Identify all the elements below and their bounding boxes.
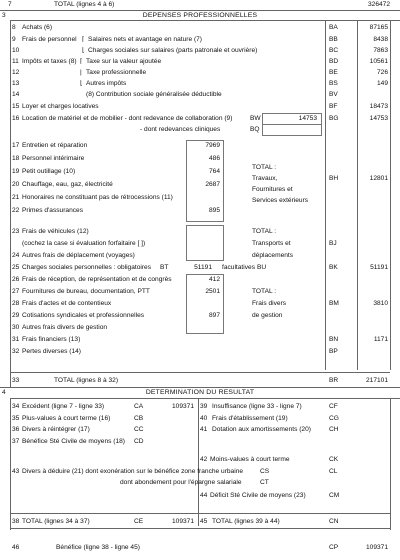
line-label: Frais de personnel xyxy=(22,36,77,43)
total-label: TOTAL (lignes 4 à 6) xyxy=(54,1,115,8)
total-value: 326472 xyxy=(367,1,390,8)
line-value: 764 xyxy=(208,168,220,175)
line-number: 45 xyxy=(200,518,208,525)
line-label: Frais financiers (13) xyxy=(22,336,81,343)
line-value: 18473 xyxy=(369,103,388,110)
line-label: Divers à réintégrer (17) xyxy=(22,426,90,433)
line-code: BG xyxy=(329,115,339,122)
line-sub-label: Taxe sur la valeur ajoutée xyxy=(86,58,162,65)
line-value: 10561 xyxy=(369,58,388,65)
line-number: 18 xyxy=(12,155,20,162)
line-sub-label: Taxe professionnelle xyxy=(86,69,147,76)
line-number: 23 xyxy=(12,228,20,235)
brace-icon: ⌊ xyxy=(80,80,83,87)
line-number: 17 xyxy=(12,142,20,149)
line-number: 26 xyxy=(12,276,20,283)
line-sub-label: (8) Contribution sociale généralisée déductible xyxy=(86,91,222,98)
brace-icon: ⌈ xyxy=(80,58,83,65)
line-value: 14753 xyxy=(369,115,388,122)
sub-code: BQ xyxy=(250,126,260,133)
line-label: Excédent (ligne 7 - ligne 33) xyxy=(22,403,105,410)
line-label: Location de matériel et de mobilier - dont redevance de collaboration (9) xyxy=(22,115,233,122)
brace-icon: | xyxy=(80,69,82,76)
line-label: Charges sociales personnelles : obligatoires xyxy=(22,264,152,271)
line-label: Frais de réception, de représentation et de congrès xyxy=(22,276,172,283)
group-total-label: déplacements xyxy=(252,252,294,259)
line-label: Petit outillage (10) xyxy=(22,168,76,175)
line-value: 149 xyxy=(376,80,388,87)
line-label: - dont redevances cliniques xyxy=(140,126,221,133)
line-code: CP xyxy=(329,544,339,551)
line-label: Personnel intérimaire xyxy=(22,155,85,162)
line-value: 7969 xyxy=(205,142,220,149)
line-number: 8 xyxy=(12,24,16,31)
group-total-label: Transports et xyxy=(252,240,291,247)
line-label: Impôts et taxes (8) xyxy=(22,58,77,65)
line-label: Chauffage, eau, gaz, électricité xyxy=(22,181,113,188)
line-code: CC xyxy=(134,426,144,433)
line-value: 1171 xyxy=(373,336,388,343)
line-label: facultatives xyxy=(222,264,255,271)
line-value: 51191 xyxy=(370,264,388,271)
line-code: BM xyxy=(329,300,339,307)
line-value: 87165 xyxy=(369,24,388,31)
group-total-label: Travaux, xyxy=(252,175,278,182)
group-total-label: de gestion xyxy=(252,312,283,319)
line-code: BR xyxy=(329,377,339,384)
line-value: 726 xyxy=(376,69,388,76)
line-number: 20 xyxy=(12,181,20,188)
line-label: Frais d'actes et de contentieux xyxy=(22,300,112,307)
line-number: 19 xyxy=(12,168,20,175)
line-code: BH xyxy=(329,175,339,182)
line-value: 8438 xyxy=(373,36,388,43)
line-value: 3810 xyxy=(373,300,388,307)
line-number: 21 xyxy=(12,194,20,201)
input-column xyxy=(186,225,224,261)
line-number: 35 xyxy=(12,414,20,422)
line-code: BK xyxy=(329,264,338,271)
line-number: 42 xyxy=(200,456,208,463)
line-number: 9 xyxy=(12,36,16,43)
sub-code: BW xyxy=(250,115,261,122)
line-label: Primes d'assurances xyxy=(22,207,83,214)
line-value: 12801 xyxy=(369,175,388,182)
line-label: Cotisations syndicales et professionnelles xyxy=(22,312,145,319)
line-label: Insuffisance (ligne 33 - ligne 7) xyxy=(212,403,302,410)
line-code: BA xyxy=(329,24,338,31)
line-value: 412 xyxy=(208,276,220,283)
line-label: Déficit Sté Civile de moyens (23) xyxy=(210,492,306,499)
line-code: BE xyxy=(329,69,338,76)
line-number: 13 xyxy=(12,80,20,87)
line-number: 46 xyxy=(12,544,20,551)
group-total-label: Services extérieurs xyxy=(252,197,309,204)
group-total-label: TOTAL : xyxy=(252,164,277,171)
line-number: 11 xyxy=(12,58,19,65)
line-value: 2687 xyxy=(205,181,220,188)
brace-icon: ⌊ xyxy=(82,47,85,54)
line-number: 7 xyxy=(8,1,12,8)
line-sub-label: Charges sociales sur salaires (parts patronale et ouvrière) xyxy=(88,47,258,54)
line-number: 30 xyxy=(12,324,20,331)
group-total-label: TOTAL : xyxy=(252,288,277,295)
line-label: Entretien et réparation xyxy=(22,142,88,149)
total-label: TOTAL (lignes 39 à 44) xyxy=(212,518,280,525)
line-label: Autres frais de déplacement (voyages) xyxy=(22,252,135,259)
line-number: 28 xyxy=(12,300,20,307)
group-total-label: Fournitures et xyxy=(252,186,293,193)
line-number: 36 xyxy=(12,426,20,433)
section-title: DETERMINATION DU RESULTAT xyxy=(145,389,255,396)
line-number: 33 xyxy=(12,377,20,384)
line-value: 217101 xyxy=(365,377,388,384)
line-number: 34 xyxy=(12,403,20,410)
sub-value-box[interactable] xyxy=(262,124,322,136)
group-total-label: Frais divers xyxy=(252,300,287,307)
line-label: (cochez la case si évaluation forfaitaire [ ]) xyxy=(22,240,146,247)
line-number: 44 xyxy=(200,492,208,499)
line-value: 895 xyxy=(208,207,220,214)
line-label: Loyer et charges locatives xyxy=(22,103,99,110)
total-label: Bénéfice (ligne 38 - ligne 45) xyxy=(56,544,140,551)
line-code: BJ xyxy=(329,240,337,247)
section-number: 3 xyxy=(2,12,6,19)
line-number: 16 xyxy=(12,115,20,122)
line-label: dont abondement pour l'épargne salariale xyxy=(120,479,242,486)
line-value: 7863 xyxy=(373,47,388,54)
line-number: 43 xyxy=(12,468,20,475)
sub-value: 51191 xyxy=(194,264,212,271)
line-value: 109371 xyxy=(171,518,194,525)
line-number: 37 xyxy=(12,437,20,445)
line-label: Fournitures de bureau, documentation, PTT xyxy=(22,288,150,295)
line-value: 109371 xyxy=(365,544,388,551)
total-label: TOTAL (lignes 34 à 37) xyxy=(22,518,90,525)
line-label: Dotation aux amortissements (20) xyxy=(212,426,311,433)
section-number: 4 xyxy=(2,389,6,396)
section-title: DEPENSES PROFESSIONNELLES xyxy=(142,12,258,19)
sub-code: BT xyxy=(160,264,169,271)
line-label: Frais d'établissement (19) xyxy=(212,414,288,422)
line-value: 2501 xyxy=(205,288,220,295)
line-label: Divers à déduire (21) dont exonération sur le bénéfice zone franche urbaine xyxy=(22,468,244,475)
line-code: BN xyxy=(329,336,339,343)
total-label: TOTAL (lignes 8 à 32) xyxy=(54,377,119,384)
line-label: Achats (6) xyxy=(22,24,53,31)
line-label: Honoraires ne constituant pas de rétrocessions (11) xyxy=(22,194,173,201)
line-number: 22 xyxy=(12,207,20,214)
line-code: CB xyxy=(134,414,144,422)
line-code: BC xyxy=(329,47,339,54)
line-code: CG xyxy=(329,414,339,422)
line-number: 12 xyxy=(12,69,20,76)
line-number: 14 xyxy=(12,91,20,98)
line-code: CH xyxy=(329,426,339,433)
line-label: Frais de véhicules (12) xyxy=(22,228,89,235)
sub-code: CT xyxy=(260,479,269,486)
line-number: 40 xyxy=(200,414,208,422)
line-number: 27 xyxy=(12,288,20,295)
line-sub-label: Salaires nets et avantage en nature (7) xyxy=(88,36,202,43)
line-label: Pertes diverses (14) xyxy=(22,348,81,355)
line-label: Autres frais divers de gestion xyxy=(22,324,108,331)
line-value: 109371 xyxy=(171,403,194,410)
line-number: 32 xyxy=(12,348,20,355)
line-number: 24 xyxy=(12,252,20,259)
line-value: 897 xyxy=(208,312,220,319)
line-code: CD xyxy=(134,437,144,445)
line-number: 10 xyxy=(12,47,20,54)
line-number: 15 xyxy=(12,103,20,110)
line-code: BS xyxy=(329,80,338,87)
line-code: CK xyxy=(329,456,339,463)
sub-code: CS xyxy=(260,468,270,475)
line-number: 25 xyxy=(12,264,20,271)
line-code: CE xyxy=(134,518,144,525)
line-code: BF xyxy=(329,103,338,110)
line-label: Plus-values à court terme (16) xyxy=(22,414,111,422)
line-code: CF xyxy=(329,403,338,410)
line-code: CN xyxy=(329,518,339,525)
line-code: CA xyxy=(134,403,144,410)
line-label: Bénéfice Sté Civile de moyens (18) xyxy=(22,437,125,445)
line-code: BD xyxy=(329,58,339,65)
line-sub-label: Autres impôts xyxy=(86,80,127,87)
line-code: BP xyxy=(329,348,338,355)
sub-code: BU xyxy=(257,264,267,271)
brace-icon: ⌈ xyxy=(82,36,85,43)
line-code: CM xyxy=(329,492,340,499)
line-number: 41 xyxy=(200,426,208,433)
line-number: 31 xyxy=(12,336,20,343)
line-code: CL xyxy=(329,468,338,475)
line-number: 39 xyxy=(200,403,208,410)
line-number: 38 xyxy=(12,518,20,525)
line-code: BV xyxy=(329,91,338,98)
line-label: Moins-values à court terme xyxy=(210,456,290,463)
line-number: 29 xyxy=(12,312,20,319)
group-total-label: TOTAL : xyxy=(252,228,277,235)
line-code: BB xyxy=(329,36,338,43)
line-value: 486 xyxy=(208,155,220,162)
sub-value: 14753 xyxy=(298,115,317,122)
